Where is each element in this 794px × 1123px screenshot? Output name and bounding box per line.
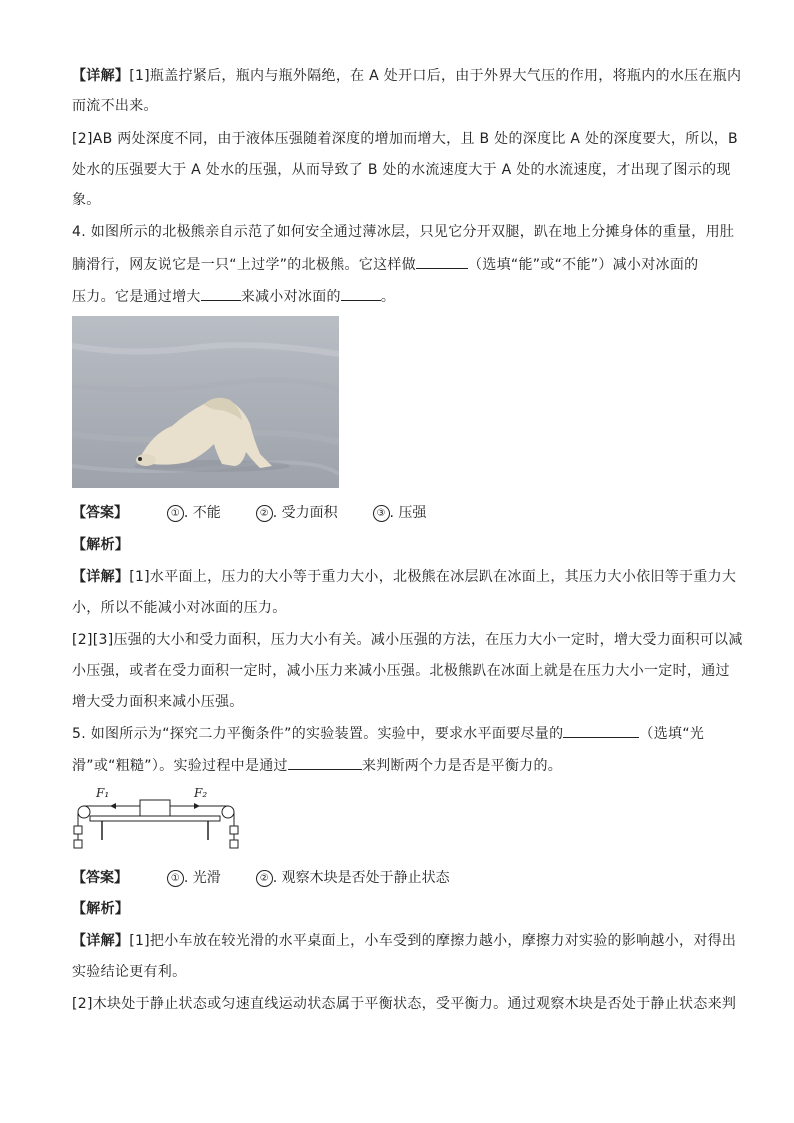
q4-question-line-1: 4. 如图所示的北极熊亲自示范了如何安全通过薄冰层，只见它分开双腿，趴在地上分摊身体的重量，用肚 xyxy=(72,224,735,240)
q3-detail-label: 【详解】 xyxy=(72,68,130,84)
f2-label: F₂ xyxy=(194,786,208,800)
q4-answer-1: . 不能 xyxy=(183,505,221,521)
q5-answer-2-num: ② xyxy=(256,870,273,887)
q4-answer-3-num: ③ xyxy=(373,505,390,522)
q5-q-text-d: 来判断两个力是否是平衡力的。 xyxy=(361,758,563,774)
q3-detail-line-5: 象。 xyxy=(72,192,101,208)
q5-detail-line-2: 实验结论更有利。 xyxy=(72,964,187,980)
q5-answer-1-num: ① xyxy=(167,870,184,887)
q5-detail-line-1 xyxy=(72,931,737,951)
q4-detail-line-4: 小压强，或者在受力面积一定时，减小压力来减小压强。北极熊趴在冰面上就是在压力大小一定时，通过 xyxy=(72,663,730,679)
q3-detail-line-2: 而流不出来。 xyxy=(72,98,158,114)
q4-q-text-d: 来减小对冰面的 xyxy=(240,289,341,305)
q4-detail-line-2: 小，所以不能减小对冰面的压力。 xyxy=(72,600,287,616)
q4-blank-3[interactable] xyxy=(341,286,381,301)
q4-analysis-label: 【解析】 xyxy=(72,537,130,553)
polar-bear-illustration xyxy=(72,316,339,488)
q4-answer-2-num: ② xyxy=(256,505,273,522)
q5-detail-label: 【详解】 xyxy=(72,933,130,949)
q4-answer-label: 【答案】 xyxy=(72,505,128,521)
q4-question-line-2 xyxy=(72,254,724,275)
q4-q-text-c: 压力。它是通过增大 xyxy=(72,289,201,305)
q4-answer-3: . 压强 xyxy=(389,505,427,521)
q5-q-text-a: 5. 如图所示为“探究二力平衡条件”的实验装置。实验中，要求水平面要尽量的 xyxy=(72,726,564,742)
q5-answer-row xyxy=(72,868,450,888)
q5-detail-line-3: [2]木块处于静止状态或匀速直线运动状态属于平衡状态，受平衡力。通过观察木块是否处于静止状态来判 xyxy=(72,996,737,1012)
q5-q-text-b: （选填“光 xyxy=(639,726,705,742)
q5-detail-text-1: [1]把小车放在较光滑的水平桌面上，小车受到的摩擦力越小，摩擦力对实验的影响越小，对得出 xyxy=(129,933,737,949)
q3-detail-line-1 xyxy=(72,66,742,86)
q4-q-text-b: （选填“能”或“不能”）减小对冰面的 xyxy=(468,257,699,273)
q4-blank-2[interactable] xyxy=(201,286,241,301)
q4-q-text-e: 。 xyxy=(380,289,396,305)
q5-blank-2[interactable] xyxy=(288,755,362,770)
q5-q-text-c: 滑”或“粗糙”）。实验过程中是通过 xyxy=(72,758,288,774)
q5-question-line-2 xyxy=(72,755,724,776)
q3-detail-line-3: [2]AB 两处深度不同，由于液体压强随着深度的增加而增大，且 B 处的深度比 A 处的深度要大，所以，B xyxy=(72,131,738,147)
apparatus-svg xyxy=(68,784,248,856)
q3-detail-line-4: 处水的压强要大于 A 处水的压强，从而导致了 B 处的水流速度大于 A 处的水流速度，才出现了图示的现 xyxy=(72,162,731,178)
q4-answer-row xyxy=(72,503,426,523)
q4-answer-2: . 受力面积 xyxy=(272,505,338,521)
q4-answer-1-num: ① xyxy=(167,505,184,522)
polar-bear-photo xyxy=(72,316,339,488)
q5-answer-2: . 观察木块是否处于静止状态 xyxy=(272,870,450,886)
q4-question-line-3 xyxy=(72,286,724,307)
q4-detail-line-5: 增大受力面积来减小压强。 xyxy=(72,694,244,710)
q4-blank-1[interactable] xyxy=(416,254,468,269)
q3-detail-text-1: [1]瓶盖拧紧后，瓶内与瓶外隔绝，在 A 处开口后，由于外界大气压的作用，将瓶内的水压在瓶内 xyxy=(129,68,742,84)
f1-label: F₁ xyxy=(96,786,110,800)
q5-answer-label: 【答案】 xyxy=(72,870,128,886)
q4-detail-line-3: [2][3]压强的大小和受力面积，压力大小有关。减小压强的方法，在压力大小一定时，增大受力面积可以减 xyxy=(72,632,743,648)
q4-detail-line-1 xyxy=(72,567,737,587)
q4-q-text-a: 腩滑行，网友说它是一只“上过学”的北极熊。它这样做 xyxy=(72,257,417,273)
balance-apparatus-diagram xyxy=(68,784,248,856)
q5-analysis-label: 【解析】 xyxy=(72,901,130,917)
q4-detail-label: 【详解】 xyxy=(72,569,130,585)
q5-answer-1: . 光滑 xyxy=(183,870,221,886)
q4-detail-text-1: [1]水平面上，压力的大小等于重力大小，北极熊在冰层趴在冰面上，其压力大小依旧等于重力大 xyxy=(129,569,737,585)
q5-question-line-1 xyxy=(72,723,724,744)
q5-blank-1[interactable] xyxy=(563,723,639,738)
